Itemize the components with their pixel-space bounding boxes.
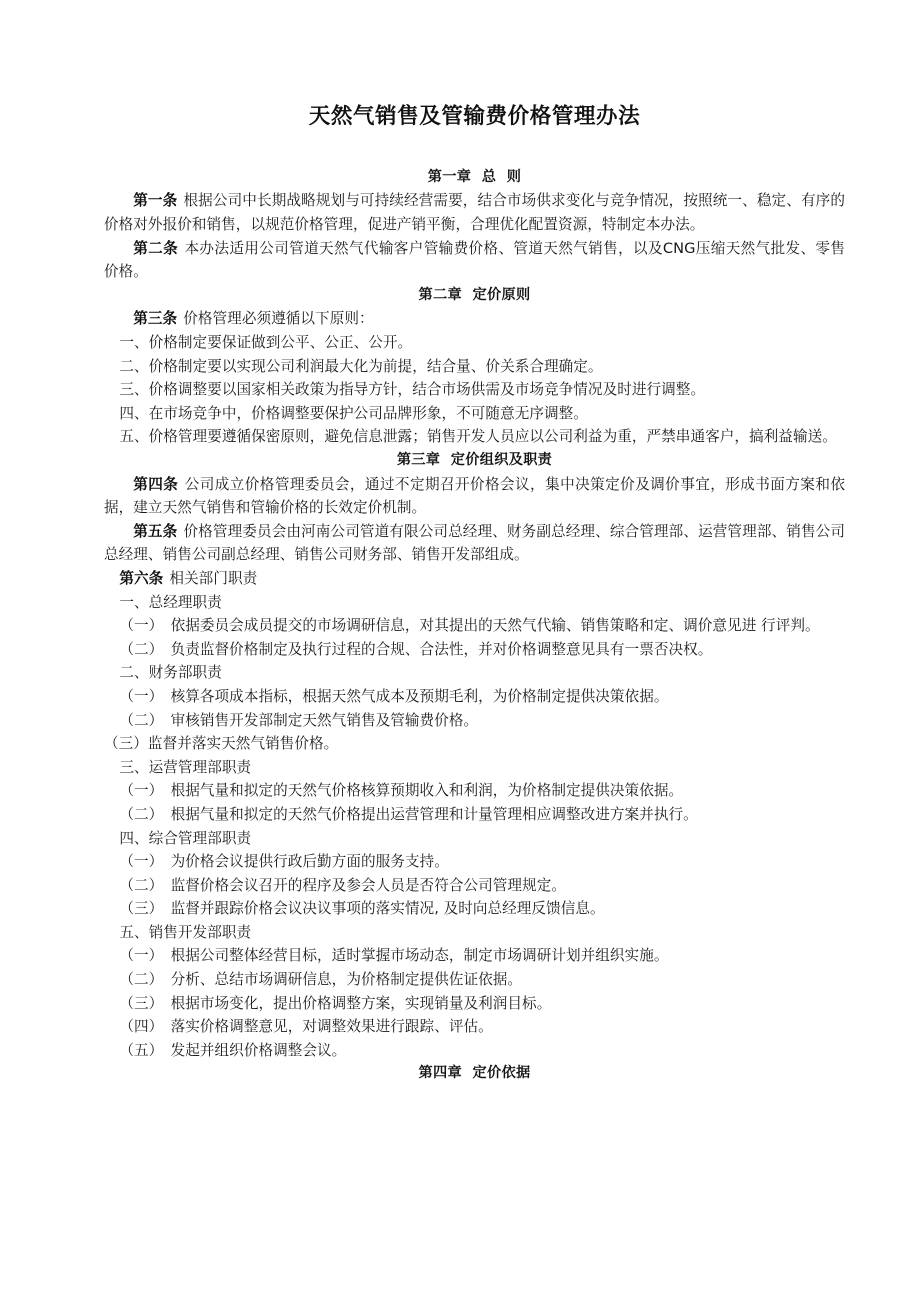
duty-1-1-text: （一） 依据委员会成员提交的市场调研信息，对其提出的天然气代输、销售策略和定、调价意见进 行评判。	[119, 617, 820, 635]
duty-group-4-heading	[104, 827, 845, 851]
principle-item-4-text: 四、在市场竞争中，价格调整要保护公司品牌形象，不可随意无序调整。	[119, 404, 588, 422]
duty-4-1	[104, 850, 845, 874]
article-5	[104, 520, 845, 567]
chapter-heading-1: 第一章 总 则	[427, 168, 522, 185]
principle-item-5-text: 五、价格管理要遵循保密原则，避免信息泄露；销售开发人员应以公司利益为重，严禁串通客户，搞利益输送。	[119, 428, 837, 446]
duty-2-1-text: （一） 核算各项成本指标，根据天然气成本及预期毛利，为价格制定提供决策依据。	[119, 687, 669, 705]
duty-5-4-text: （四） 落实价格调整意见，对调整效果进行跟踪、评估。	[119, 1018, 493, 1036]
duty-5-5	[104, 1039, 845, 1063]
duty-1-1	[104, 614, 845, 638]
duty-2-3-text: （三）监督并落实天然气销售价格。	[104, 735, 339, 753]
duty-4-3	[104, 897, 845, 921]
duty-group-2-heading	[104, 661, 845, 685]
duty-group-1-heading-text: 一、总经理职责	[119, 593, 222, 611]
page-title: 天然气销售及管输费价格管理办法	[308, 104, 641, 129]
duty-3-2-text: （二） 根据气量和拟定的天然气价格提出运营管理和计量管理相应调整改进方案并执行。	[119, 805, 698, 823]
duty-5-5-text: （五） 发起并组织价格调整会议。	[119, 1041, 347, 1059]
duty-4-2-text: （二） 监督价格会议召开的程序及参会人员是否符合公司管理规定。	[119, 876, 566, 894]
duty-group-1-heading	[104, 591, 845, 615]
duty-3-1-text: （一） 根据气量和拟定的天然气价格核算预期收入和利润，为价格制定提供决策依据。	[119, 782, 684, 800]
duty-1-2	[104, 638, 845, 662]
article-4-label: 第四条	[133, 475, 179, 493]
chapter-heading-3: 第三章 定价组织及职责	[396, 452, 553, 468]
article-3-label: 第三条	[133, 310, 178, 328]
article-2	[104, 237, 845, 284]
duty-2-2	[104, 709, 845, 733]
duty-1-2-text: （二） 负责监督价格制定及执行过程的合规、合法性，并对价格调整意见具有一票否决权。	[119, 640, 713, 658]
document-body	[104, 0, 845, 1086]
duty-2-1	[104, 685, 845, 709]
duty-3-2	[104, 803, 845, 827]
article-5-text: 价格管理委员会由河南公司管道有限公司总经理、财务副总经理、综合管理部、运营管理部、销售公司总经理、销售公司副总经理、销售公司财务部、销售开发部组成。	[104, 522, 845, 564]
article-4-text: 公司成立价格管理委员会，通过不定期召开价格会议，集中决策定价及调价事宜，形成书面方案和依据，建立天然气销售和管输价格的长效定价机制。	[104, 475, 845, 517]
duty-group-3-heading-text: 三、运营管理部职责	[119, 758, 252, 776]
duty-group-5-heading-text: 五、销售开发部职责	[119, 923, 252, 941]
duty-group-2-heading-text: 二、财务部职责	[119, 664, 222, 682]
duty-4-2	[104, 874, 845, 898]
article-3	[104, 307, 845, 331]
principle-item-4	[104, 402, 845, 426]
document-blocks	[104, 166, 845, 1086]
duty-5-1-text: （一） 根据公司整体经营目标，适时掌握市场动态，制定市场调研计划并组织实施。	[119, 947, 669, 965]
chapter-heading-4: 第四章 定价依据	[418, 1065, 531, 1082]
duty-group-5-heading	[104, 921, 845, 945]
article-4	[104, 473, 845, 520]
duty-5-3-text: （三） 根据市场变化，提出价格调整方案，实现销量及利润目标。	[119, 994, 552, 1012]
principle-item-3-text: 三、价格调整要以国家相关政策为指导方针，结合市场供需及市场竞争情况及时进行调整。	[119, 381, 706, 399]
duty-5-4	[104, 1015, 845, 1039]
principle-item-2	[104, 355, 845, 379]
chapter-heading-2: 第二章 定价原则	[418, 286, 531, 303]
duty-4-1-text: （一） 为价格会议提供行政后勤方面的服务支持。	[119, 853, 449, 871]
principle-item-3	[104, 378, 845, 402]
article-6	[104, 567, 845, 591]
article-6-label: 第六条	[119, 569, 164, 587]
article-5-label: 第五条	[133, 522, 178, 540]
principle-item-5	[104, 425, 845, 449]
duty-4-3-text: （三） 监督并跟踪价格会议决议事项的落实情况, 及时向总经理反馈信息。	[119, 900, 605, 918]
duty-group-4-heading-text: 四、综合管理部职责	[119, 829, 252, 847]
duty-2-2-text: （二） 审核销售开发部制定天然气销售及管输费价格。	[119, 711, 479, 729]
duty-2-3	[104, 732, 845, 756]
article-2-label: 第二条	[133, 239, 179, 257]
principle-item-2-text: 二、价格制定要以实现公司利润最大化为前提，结合量、价关系合理确定。	[119, 357, 603, 375]
duty-5-2-text: （二） 分析、总结市场调研信息，为价格制定提供佐证依据。	[119, 971, 523, 989]
article-1-text: 根据公司中长期战略规划与可持续经营需要，结合市场供求变化与竞争情况，按照统一、稳定、有序的价格对外报价和销售，以规范价格管理，促进产销平衡，合理优化配置资源，特制定本办法。	[104, 192, 845, 234]
article-1-label: 第一条	[133, 192, 178, 210]
principle-item-1	[104, 331, 845, 355]
duty-5-1	[104, 944, 845, 968]
duty-group-3-heading	[104, 756, 845, 780]
article-1	[104, 189, 845, 236]
duty-5-2	[104, 968, 845, 992]
article-2-text: 本办法适用公司管道天然气代输客户管输费价格、管道天然气销售，以及CNG压缩天然气批发、零售价格。	[104, 239, 845, 281]
principle-item-1-text: 一、价格制定要保证做到公平、公正、公开。	[119, 334, 413, 352]
article-3-text: 价格管理必须遵循以下原则：	[183, 310, 374, 328]
article-6-text: 相关部门职责	[169, 569, 258, 587]
duty-5-3	[104, 992, 845, 1016]
duty-3-1	[104, 779, 845, 803]
